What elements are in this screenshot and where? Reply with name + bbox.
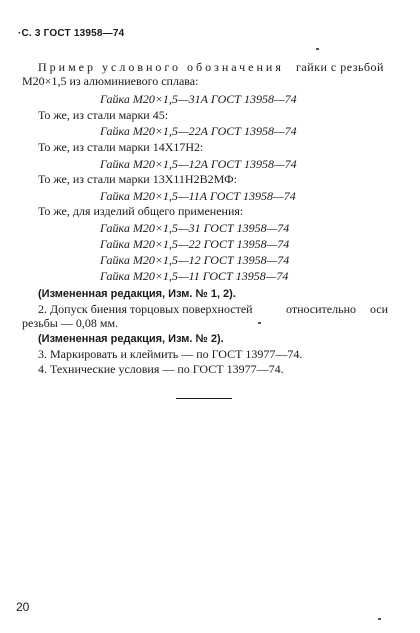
item-2-mid: относительно — [286, 302, 357, 316]
scan-speck — [378, 618, 381, 620]
example-caption: То же, из стали марки 14Х17Н2: — [38, 140, 204, 154]
item-2-left: 2. Допуск биения торцовых поверхностей — [38, 302, 253, 316]
general-example: Гайка М20×1,5—31 ГОСТ 13958—74 — [100, 221, 290, 235]
designation-example: Гайка М20×1,5—31А ГОСТ 13958—74 — [100, 92, 297, 106]
item-2-right: оси — [370, 302, 389, 316]
scan-speck — [316, 48, 319, 50]
page-header: ·С. 3 ГОСТ 13958—74 — [18, 28, 125, 39]
item-2-line2: резьбы — 0,08 мм. — [22, 316, 119, 330]
example-intro-right: гайки с резьбой — [296, 60, 384, 74]
example-caption: То же, из стали марки 13Х11Н2В2МФ: — [38, 172, 237, 186]
item-4: 4. Технические условия — по ГОСТ 13977—74. — [38, 362, 284, 376]
revision-note: (Измененная редакция, Изм. № 1, 2). — [38, 288, 236, 300]
general-caption: То же, для изделий общего применения: — [38, 204, 244, 218]
revision-note: (Измененная редакция, Изм. № 2). — [38, 333, 224, 345]
designation-example: Гайка М20×1,5—11А ГОСТ 13958—74 — [100, 189, 296, 203]
example-caption: То же, из стали марки 45: — [38, 108, 169, 122]
item-3: 3. Маркировать и клеймить — по ГОСТ 13977—74. — [38, 347, 303, 361]
scan-speck — [258, 322, 261, 324]
page-number: 20 — [16, 600, 30, 614]
designation-example: Гайка М20×1,5—22А ГОСТ 13958—74 — [100, 124, 297, 138]
designation-example: Гайка М20×1,5—12А ГОСТ 13958—74 — [100, 157, 297, 171]
general-example: Гайка М20×1,5—11 ГОСТ 13958—74 — [100, 269, 289, 283]
general-example: Гайка М20×1,5—22 ГОСТ 13958—74 — [100, 237, 290, 251]
section-divider — [176, 398, 232, 399]
general-example: Гайка М20×1,5—12 ГОСТ 13958—74 — [100, 253, 290, 267]
example-intro-left: Пример условного обозначения — [38, 60, 284, 74]
example-intro-line2: М20×1,5 из алюминиевого сплава: — [22, 74, 199, 88]
